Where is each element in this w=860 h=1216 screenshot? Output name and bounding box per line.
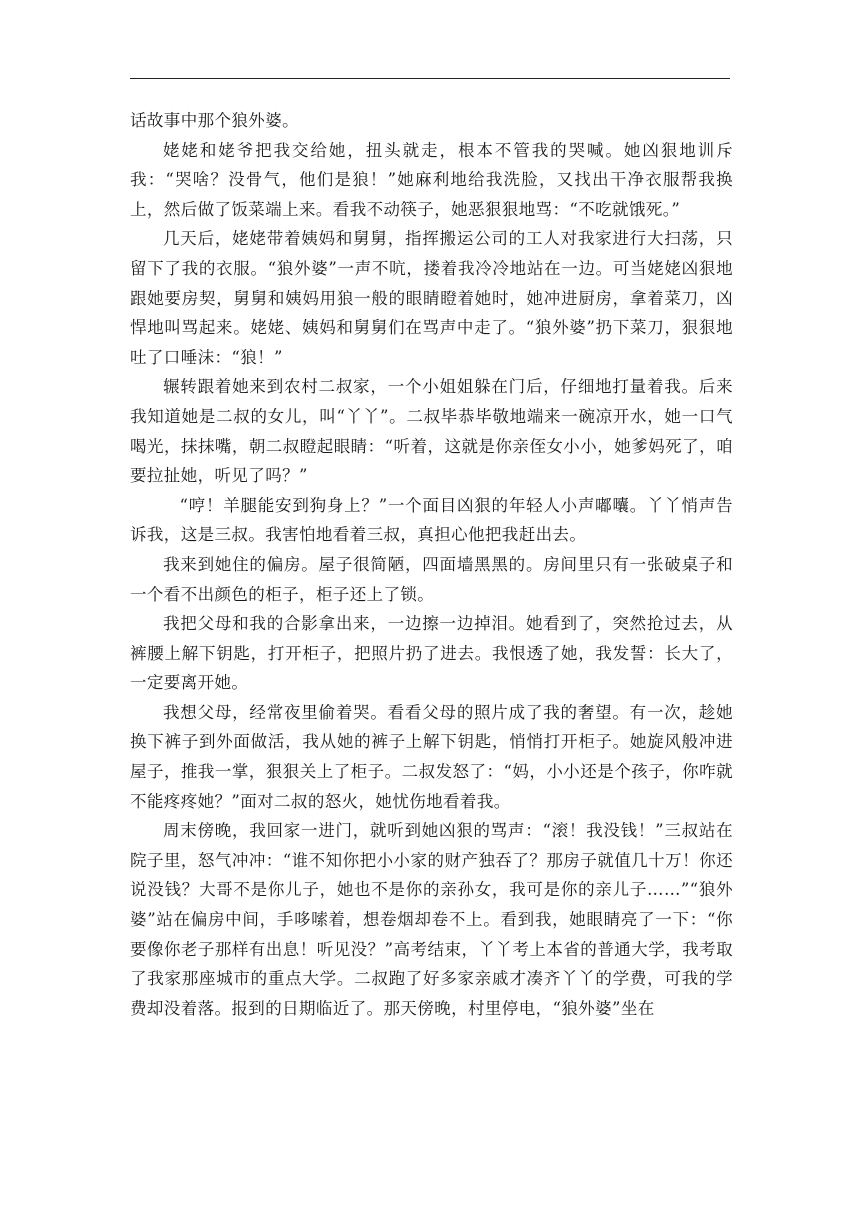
paragraph: 几天后，姥姥带着姨妈和舅舅，指挥搬运公司的工人对我家进行大扫荡，只留下了我的衣服。“狼外婆”一声不吭，搂着我冷冷地站在一边。可当姥姥凶狠地跟她要房契，舅舅和姨妈用狼一般的眼睛瞪着她时，她冲进厨房，拿着菜刀，凶悍地叫骂起来。姥姥、姨妈和舅舅们在骂声中走了。“狼外婆”扔下菜刀，狠狠地吐了口唾沫：“狼！” xyxy=(130,229,733,367)
paragraph: 话故事中那个狼外婆。 xyxy=(130,111,299,130)
paragraph: 姥姥和姥爷把我交给她，扭头就走，根本不管我的哭喊。她凶狠地训斥我：“哭啥？没骨气，他们是狼！”她麻利地给我洗脸，又找出干净衣服帮我换上，然后做了饭菜端上来。看我不动筷子，她恶狠狠地骂：“不吃就饿死。” xyxy=(130,140,733,219)
paragraph: “哼！羊腿能安到狗身上？”一个面目凶狠的年轻人小声嘟囔。丫丫悄声告诉我，这是三叔。我害怕地看着三叔，真担心他把我赶出去。 xyxy=(130,495,733,545)
paragraph: 我想父母，经常夜里偷着哭。看看父母的照片成了我的奢望。有一次，趁她换下裤子到外面做活，我从她的裤子上解下钥匙，悄悄打开柜子。她旋风般冲进屋子，推我一掌，狠狠关上了柜子。二叔发怒了：“妈，小小还是个孩子，你咋就不能疼疼她？”面对二叔的怒火，她忧伤地看着我。 xyxy=(130,702,733,811)
paragraph: 辗转跟着她来到农村二叔家，一个小姐姐躲在门后，仔细地打量着我。后来我知道她是二叔的女儿，叫“丫丫”。二叔毕恭毕敬地端来一碗凉开水，她一口气喝光，抹抹嘴，朝二叔瞪起眼睛：“听着，这就是你亲侄女小小，她爹妈死了，咱要拉扯她，听见了吗？” xyxy=(130,377,733,486)
paragraph: 我把父母和我的合影拿出来，一边擦一边掉泪。她看到了，突然抢过去，从裤腰上解下钥匙，打开柜子，把照片扔了进去。我恨透了她，我发誓：长大了，一定要离开她。 xyxy=(130,614,733,693)
paragraph: 我来到她住的偏房。屋子很简陋，四面墙黑黑的。房间里只有一张破桌子和一个看不出颜色的柜子，柜子还上了锁。 xyxy=(130,554,733,604)
header-rule xyxy=(130,78,730,79)
article-body xyxy=(130,106,733,1023)
paragraph: 周末傍晚，我回家一进门，就听到她凶狠的骂声：“滚！我没钱！”三叔站在院子里，怒气冲冲：“谁不知你把小小家的财产独吞了？那房子就值几十万！你还说没钱？大哥不是你儿子，她也不是你的亲孙女，我可是你的亲儿子……”“狼外婆”站在偏房中间，手哆嗦着，想卷烟却卷不上。看到我，她眼睛亮了一下：“你要像你老子那样有出息！听见没？”高考结束，丫丫考上本省的普通大学，我考取了我家那座城市的重点大学。二叔跑了好多家亲戚才凑齐丫丫的学费，可我的学费却没着落。报到的日期临近了。那天傍晚，村里停电，“狼外婆”坐在 xyxy=(130,821,733,1018)
